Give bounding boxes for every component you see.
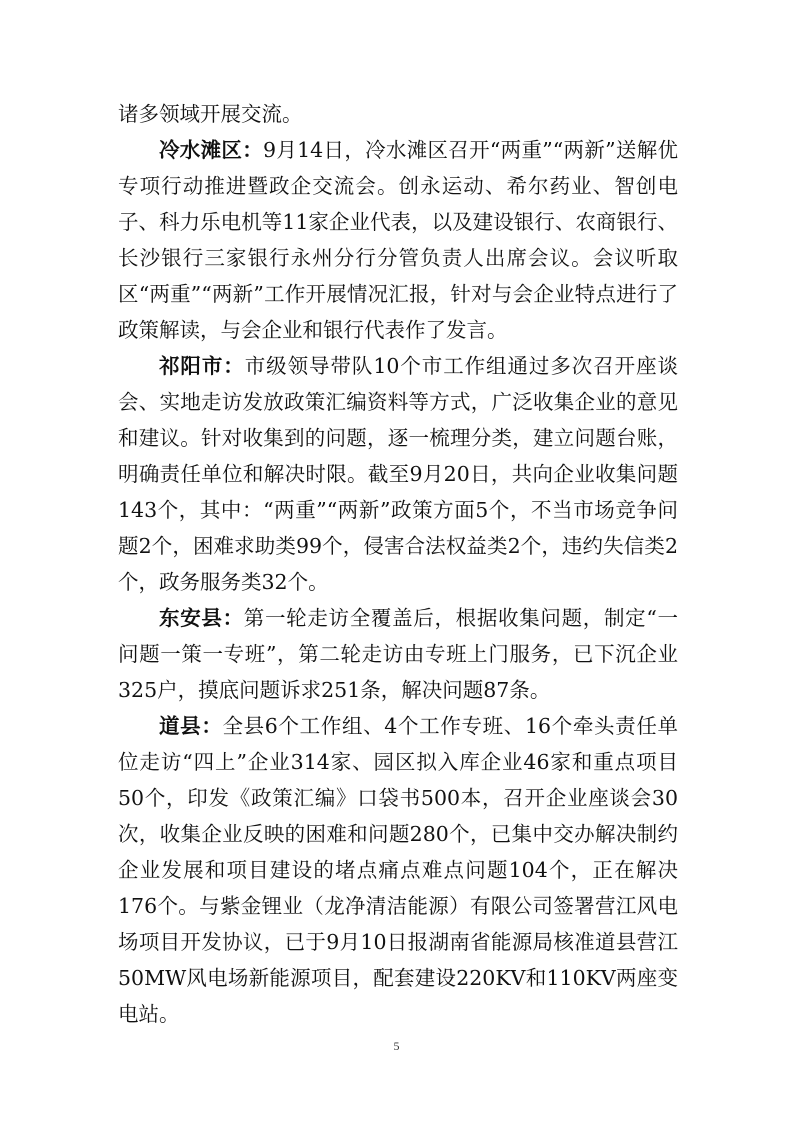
paragraph-text: 诸多领域开展交流。 [118,102,303,126]
paragraph-continuation [118,96,678,132]
section-label: 祁阳市： [159,354,245,378]
paragraph-dongan [118,600,678,708]
paragraph-text: 市级领导带队10个市工作组通过多次召开座谈会、实地走访发放政策汇编资料等方式，广泛收集企业的意见和建议。针对收集到的问题，逐一梳理分类，建立问题台账，明确责任单位和解决时限。截至9月20日，共向企业收集问题143个，其中：“两重”“两新”政策方面5个，不当市场竞争问题2个，困难求助类99个，侵害合法权益类2个，违约失信类2个，政务服务类32个。 [118,354,679,594]
paragraph-text: 全县6个工作组、4个工作专班、16个牵头责任单位走访“四上”企业314家、园区拟入库企业46家和重点项目50个，印发《政策汇编》口袋书500本，召开企业座谈会30次，收集企业反映的困难和问题280个，已集中交办解决制约企业发展和项目建设的堵点痛点难点问题104个，正在解决176个。与紫金锂业（龙净清洁能源）有限公司签署营江风电场项目开发协议，已于9月10日报湖南省能源局核准道县营江50MW风电场新能源项目，配套建设220KV和110KV两座变电站。 [118,714,679,1026]
paragraph-daoxian [118,708,678,1032]
paragraph-text: 9月14日，冷水滩区召开“两重”“两新”送解优专项行动推进暨政企交流会。创永运动、希尔药业、智创电子、科力乐电机等11家企业代表，以及建设银行、农商银行、长沙银行三家银行永州分行分管负责人出席会议。会议听取区“两重”“两新”工作开展情况汇报，针对与会企业特点进行了政策解读，与会企业和银行代表作了发言。 [118,138,678,342]
document-body [118,96,678,1032]
section-label: 道县： [159,714,223,738]
paragraph-lengshuitan [118,132,678,348]
page-number: 5 [393,1039,400,1053]
paragraph-qiyang [118,348,678,600]
section-label: 冷水滩区： [159,138,263,162]
paragraph-text: 第一轮走访全覆盖后，根据收集问题，制定“一问题一策一专班”，第二轮走访由专班上门服务，已下沉企业325户，摸底问题诉求251条，解决问题87条。 [118,606,679,702]
section-label: 东安县： [159,606,244,630]
